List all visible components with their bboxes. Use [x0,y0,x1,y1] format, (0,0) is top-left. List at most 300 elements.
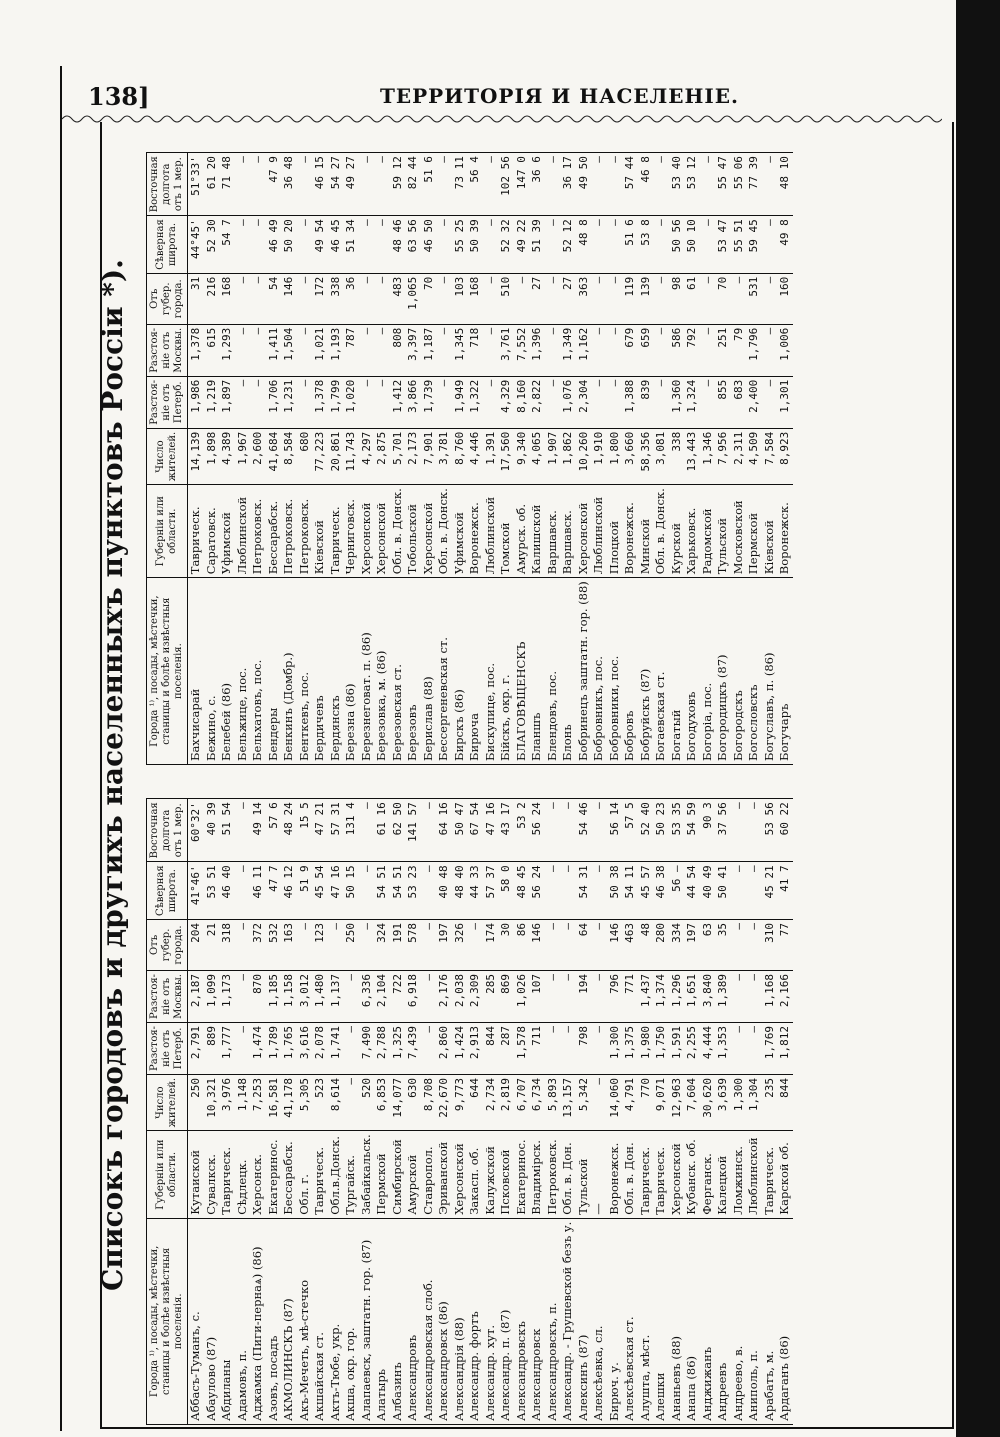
value-cell: — [235,1022,251,1074]
column-header: Восточная долгота отъ 1 мер. [147,153,188,216]
table-row [591,799,607,1425]
province-cell: Пермской [746,485,762,578]
place-name-cell: Бобровникъ, пос. [591,578,607,765]
value-cell: — [436,216,452,274]
province-cell: Ставропол. [421,1131,437,1218]
value-cell: 54 31 [576,862,592,920]
place-name-cell: Абдиланы [219,1218,235,1424]
value-cell: 6,918 [405,970,421,1022]
table-row [188,799,204,1425]
value-cell: 630 [405,1074,421,1130]
value-cell: 57 31 [328,799,344,862]
value-cell: — [591,862,607,920]
value-cell: 56 24 [529,862,545,920]
value-cell: 1,388 [622,376,638,428]
value-cell: 1,424 [452,1022,468,1074]
value-cell: 51 54 [219,799,235,862]
table-row [312,153,328,765]
province-cell: Обл. в. Донск. [653,485,669,578]
value-cell: 51 39 [529,216,545,274]
place-name-cell: Бирюч. у. [607,1218,623,1424]
province-cell: Симбирской [390,1131,406,1218]
value-cell: — [731,1022,747,1074]
value-cell: 1,021 [312,324,328,376]
place-name-cell: Анджижанъ [700,1218,716,1424]
value-cell: 44 33 [467,862,483,920]
place-name-cell: Александровскъ, п. [545,1218,561,1424]
value-cell: 13,443 [684,428,700,484]
value-cell: 1,591 [669,1022,685,1074]
value-cell: 770 [638,1074,654,1130]
value-cell: — [235,970,251,1022]
value-cell: — [297,376,313,428]
value-cell: 1,789 [266,1022,282,1074]
value-cell: — [359,919,375,970]
column-header: Сѣверная широта. [147,862,188,920]
value-cell: 1,578 [514,1022,530,1074]
value-cell: 1,967 [235,428,251,484]
table-row [622,799,638,1425]
value-cell: 147 0 [514,153,530,216]
value-cell: 2,311 [731,428,747,484]
value-cell: 1,360 [669,376,685,428]
value-cell: — [560,1022,576,1074]
value-cell: 250 [188,1074,204,1130]
value-cell: 77 [777,919,793,970]
value-cell: 3,081 [653,428,669,484]
value-cell: 9,071 [653,1074,669,1130]
value-cell: — [235,153,251,216]
value-cell: 463 [622,919,638,970]
province-cell: Тобольской [405,485,421,578]
value-cell: 1,231 [281,376,297,428]
value-cell: — [483,216,499,274]
value-cell: 58,356 [638,428,654,484]
value-cell: — [545,919,561,970]
province-cell: Эриванской [436,1131,452,1218]
place-name-cell: Богатый [669,578,685,765]
province-cell: Владимірск. [529,1131,545,1218]
value-cell: 1,099 [204,970,220,1022]
table-row [359,153,375,765]
value-cell: 280 [653,919,669,970]
value-cell: 46 12 [281,862,297,920]
value-cell: 9,340 [514,428,530,484]
value-cell: 56 14 [607,799,623,862]
province-cell: Варшавск. [560,485,576,578]
value-cell: — [762,216,778,274]
province-cell: Минской [638,485,654,578]
place-name-cell: Аджамка (Пиги-пернаѧ) (86) [250,1218,266,1424]
place-name-cell: Березовская ст. [390,578,406,765]
table-row [467,799,483,1425]
place-name-cell: Андреево, в. [731,1218,747,1424]
table-row [250,799,266,1425]
value-cell: — [700,273,716,324]
value-cell: 57 44 [622,153,638,216]
value-cell: 1,345 [452,324,468,376]
value-cell: 37 56 [715,799,731,862]
value-cell: — [607,216,623,274]
province-cell: Карской об. [777,1131,793,1218]
value-cell: 1,137 [328,970,344,1022]
value-cell: 47 16 [483,799,499,862]
value-cell: 131 4 [343,799,359,862]
value-cell: — [731,799,747,862]
table-row [777,153,793,765]
value-cell: 48 46 [390,216,406,274]
value-cell: — [762,273,778,324]
value-cell: 21 [204,919,220,970]
table-row [700,153,716,765]
value-cell: 722 [390,970,406,1022]
table-row [576,799,592,1425]
value-cell: — [297,919,313,970]
value-cell: — [421,862,437,920]
value-cell: 70 [715,273,731,324]
value-cell: 2,791 [188,1022,204,1074]
value-cell: 235 [762,1074,778,1130]
value-cell: — [235,216,251,274]
province-cell: Екатеринос. [514,1131,530,1218]
place-name-cell: Бискупице, пос. [483,578,499,765]
value-cell: 2,309 [467,970,483,1022]
place-name-cell: Бобринецъ заштатн. гор. (88) [576,578,592,765]
province-cell: Сувалкск. [204,1131,220,1218]
value-cell: 53 35 [669,799,685,862]
value-cell: — [591,153,607,216]
value-cell: — [359,216,375,274]
province-cell: Херсонской [421,485,437,578]
place-name-cell: Акша, окр. гор. [343,1218,359,1424]
value-cell: 1,148 [235,1074,251,1130]
value-cell: 363 [576,273,592,324]
value-cell: 483 [390,273,406,324]
place-name-cell: Блендовъ, пос. [545,578,561,765]
value-cell: — [591,919,607,970]
value-cell: 45 57 [638,862,654,920]
table-row [436,153,452,765]
value-cell: 2,788 [374,1022,390,1074]
value-cell: 3,012 [297,970,313,1022]
place-name-cell: Бобровники, пос. [607,578,623,765]
place-name-cell: Березовъ [405,578,421,765]
province-cell: Кіевской [312,485,328,578]
table-row [731,799,747,1425]
value-cell: 1,006 [777,324,793,376]
value-cell: 52 32 [498,216,514,274]
value-cell: 1,353 [715,1022,731,1074]
value-cell: 1,185 [266,970,282,1022]
table-row [591,153,607,765]
value-cell: 7,552 [514,324,530,376]
province-cell: Херсонской [374,485,390,578]
place-name-cell: Богородицкъ (87) [715,578,731,765]
place-name-cell: Богородскъ [731,578,747,765]
value-cell: 3,639 [715,1074,731,1130]
value-cell: 532 [266,919,282,970]
value-cell: 77 39 [746,153,762,216]
value-cell: 1,322 [467,376,483,428]
place-name-cell: Аниполь, п. [746,1218,762,1424]
place-name-cell: Богуславъ, п. (86) [762,578,778,765]
table-row [235,799,251,1425]
table-row [188,153,204,765]
value-cell: 1,474 [250,1022,266,1074]
province-cell: Псковской [498,1131,514,1218]
province-cell: Люблинской [591,485,607,578]
value-cell: 71 48 [219,153,235,216]
province-cell: Обл. г. [297,1131,313,1218]
value-cell: 119 [622,273,638,324]
province-cell: Забайкальск. [359,1131,375,1218]
value-cell: 5,701 [390,428,406,484]
value-cell: 2,176 [436,970,452,1022]
place-name-cell: Аббасъ-Туманъ, с. [188,1218,204,1424]
table-row [700,799,716,1425]
value-cell: 3,397 [405,324,421,376]
value-cell: — [250,216,266,274]
value-cell: 50 56 [669,216,685,274]
value-cell: 216 [204,273,220,324]
value-cell: 50 41 [715,862,731,920]
province-cell: Петроковск. [545,1131,561,1218]
value-cell: 1,325 [390,1022,406,1074]
value-cell: 2,913 [467,1022,483,1074]
value-cell: 1,158 [281,970,297,1022]
value-cell: 1,187 [421,324,437,376]
place-name-cell: Бельжице, пос. [235,578,251,765]
place-name-cell: Бахчисарай [188,578,204,765]
value-cell: — [467,919,483,970]
value-cell: 3,976 [219,1074,235,1130]
value-cell: — [235,376,251,428]
place-name-cell: Бобруйскъ (87) [638,578,654,765]
place-name-cell: Александр. хут. [483,1218,499,1424]
place-name-cell: Анапа (86) [684,1218,700,1424]
value-cell: 44 54 [684,862,700,920]
value-cell: 160 [777,273,793,324]
table-row [374,153,390,765]
value-cell: 54 [266,273,282,324]
place-name-cell: Акшайская ст. [312,1218,328,1424]
value-cell: 1,651 [684,970,700,1022]
value-cell: 889 [204,1022,220,1074]
value-cell: 3,781 [436,428,452,484]
value-cell: 90 3 [700,799,716,862]
table-row [653,799,669,1425]
value-cell: — [591,799,607,862]
province-cell: Херсонской [669,1131,685,1218]
place-name-cell: Александрія (88) [452,1218,468,1424]
value-cell: — [762,376,778,428]
value-cell: 52 12 [560,216,576,274]
value-cell: 20,861 [328,428,344,484]
place-name-cell: Богучаръ [777,578,793,765]
place-name-cell: Бирюча [467,578,483,765]
value-cell: 310 [762,919,778,970]
value-cell: 46 38 [653,862,669,920]
province-cell: Обл. в. Дон. [622,1131,638,1218]
value-cell: 57 5 [622,799,638,862]
place-name-cell: Актъ-Тюбе, укр. [328,1218,344,1424]
value-cell: 869 [498,970,514,1022]
province-cell: Амурск. об. [514,485,530,578]
place-name-cell: Алатырь [374,1218,390,1424]
value-cell: 250 [343,919,359,970]
value-cell: — [653,153,669,216]
value-cell: — [545,862,561,920]
value-cell: — [653,216,669,274]
value-cell: 7,956 [715,428,731,484]
province-cell: Томской [498,485,514,578]
value-cell: 1,949 [452,376,468,428]
value-cell: — [483,153,499,216]
value-cell: 771 [622,970,638,1022]
value-cell: 51 9 [297,862,313,920]
place-name-cell: Алексѣевка, сл. [591,1218,607,1424]
province-cell: Курской [669,485,685,578]
value-cell: 4,444 [700,1022,716,1074]
value-cell: 1,862 [560,428,576,484]
value-cell: — [235,919,251,970]
province-cell: Кіевской [762,485,778,578]
value-cell: 40 49 [700,862,716,920]
province-cell: Люблинской [235,485,251,578]
value-cell: — [297,324,313,376]
table-row [638,153,654,765]
value-cell: 798 [576,1022,592,1074]
value-cell: — [545,1022,561,1074]
value-cell: 3,660 [622,428,638,484]
value-cell: 718 [467,324,483,376]
table-row [746,799,762,1425]
value-cell: 197 [436,919,452,970]
header-row [147,799,188,1425]
province-cell: Бессарабск. [266,485,282,578]
value-cell: 1,799 [328,376,344,428]
value-cell: 49 54 [312,216,328,274]
place-name-cell: Александровская слоб. [421,1218,437,1424]
value-cell: 1,300 [607,1022,623,1074]
table-row [297,799,313,1425]
value-cell: 41°46' [188,862,204,920]
value-cell: 55 25 [452,216,468,274]
province-cell: Кутаиской [188,1131,204,1218]
place-name-cell: Азовъ, посадъ [266,1218,282,1424]
column-header: Губерніи или области. [147,1131,188,1218]
value-cell: — [591,216,607,274]
value-cell: 58 0 [498,862,514,920]
value-cell: — [545,376,561,428]
province-cell: Пермской [374,1131,390,1218]
value-cell: 2,600 [250,428,266,484]
value-cell: — [591,970,607,1022]
province-cell: Ферганск. [700,1131,716,1218]
value-cell: 1,769 [762,1022,778,1074]
value-cell: 1,897 [219,376,235,428]
place-name-cell: Богоріа, пос. [700,578,716,765]
value-cell: 2,875 [374,428,390,484]
value-cell: — [297,216,313,274]
value-cell: 4,389 [219,428,235,484]
value-cell: — [297,273,313,324]
value-cell: 1,898 [204,428,220,484]
value-cell: — [436,324,452,376]
value-cell: 1,796 [746,324,762,376]
table-row [452,799,468,1425]
table-row [390,153,406,765]
table-row [266,153,282,765]
value-cell: 1,750 [653,1022,669,1074]
value-cell: 1,777 [219,1022,235,1074]
value-cell: 15 5 [297,799,313,862]
value-cell: 53 56 [762,799,778,862]
province-cell: Воронежск. [467,485,483,578]
column-header: Отъ губер. города. [147,919,188,970]
column-header: Число жителей. [147,428,188,484]
value-cell: — [250,153,266,216]
value-cell: 45 54 [312,862,328,920]
place-name-cell: Богаевская ст. [653,578,669,765]
value-cell: 372 [250,919,266,970]
value-cell: 40 48 [436,862,452,920]
province-cell: Петроковск. [297,485,313,578]
province-cell: Черниговск. [343,485,359,578]
value-cell: 1,504 [281,324,297,376]
value-cell: 98 [669,273,685,324]
value-cell: — [700,376,716,428]
value-cell: 36 [343,273,359,324]
place-name-cell: Алушта, мѣст. [638,1218,654,1424]
value-cell: 53 2 [514,799,530,862]
value-cell: 54 27 [328,153,344,216]
value-cell: — [359,153,375,216]
value-cell: 14,060 [607,1074,623,1130]
value-cell: 54 59 [684,799,700,862]
value-cell: 796 [607,970,623,1022]
value-cell: 586 [669,324,685,376]
province-cell: Уфимской [219,485,235,578]
value-cell: 44°45' [188,216,204,274]
province-cell: Калужской [483,1131,499,1218]
value-cell: 8,760 [452,428,468,484]
value-cell: 4,509 [746,428,762,484]
value-cell: 5,893 [545,1074,561,1130]
value-cell: 14,077 [390,1074,406,1130]
place-name-cell: Абаулово (87) [204,1218,220,1424]
value-cell: 870 [250,970,266,1022]
value-cell: — [235,273,251,324]
province-cell: Воронежск. [777,485,793,578]
place-name-cell: Бердичевъ [312,578,328,765]
table-row [421,153,437,765]
value-cell: 1,304 [746,1074,762,1130]
value-cell: — [700,324,716,376]
value-cell: — [746,919,762,970]
value-cell: 107 [529,970,545,1022]
province-cell: Таврическ. [762,1131,778,1218]
value-cell: 191 [390,919,406,970]
value-cell: 52 40 [638,799,654,862]
value-cell: — [731,919,747,970]
value-cell: 54 51 [374,862,390,920]
province-cell: Калишской [529,485,545,578]
value-cell: 2,078 [312,1022,328,1074]
table-row [560,153,576,765]
value-cell: 1,301 [777,376,793,428]
value-cell: 54 11 [622,862,638,920]
